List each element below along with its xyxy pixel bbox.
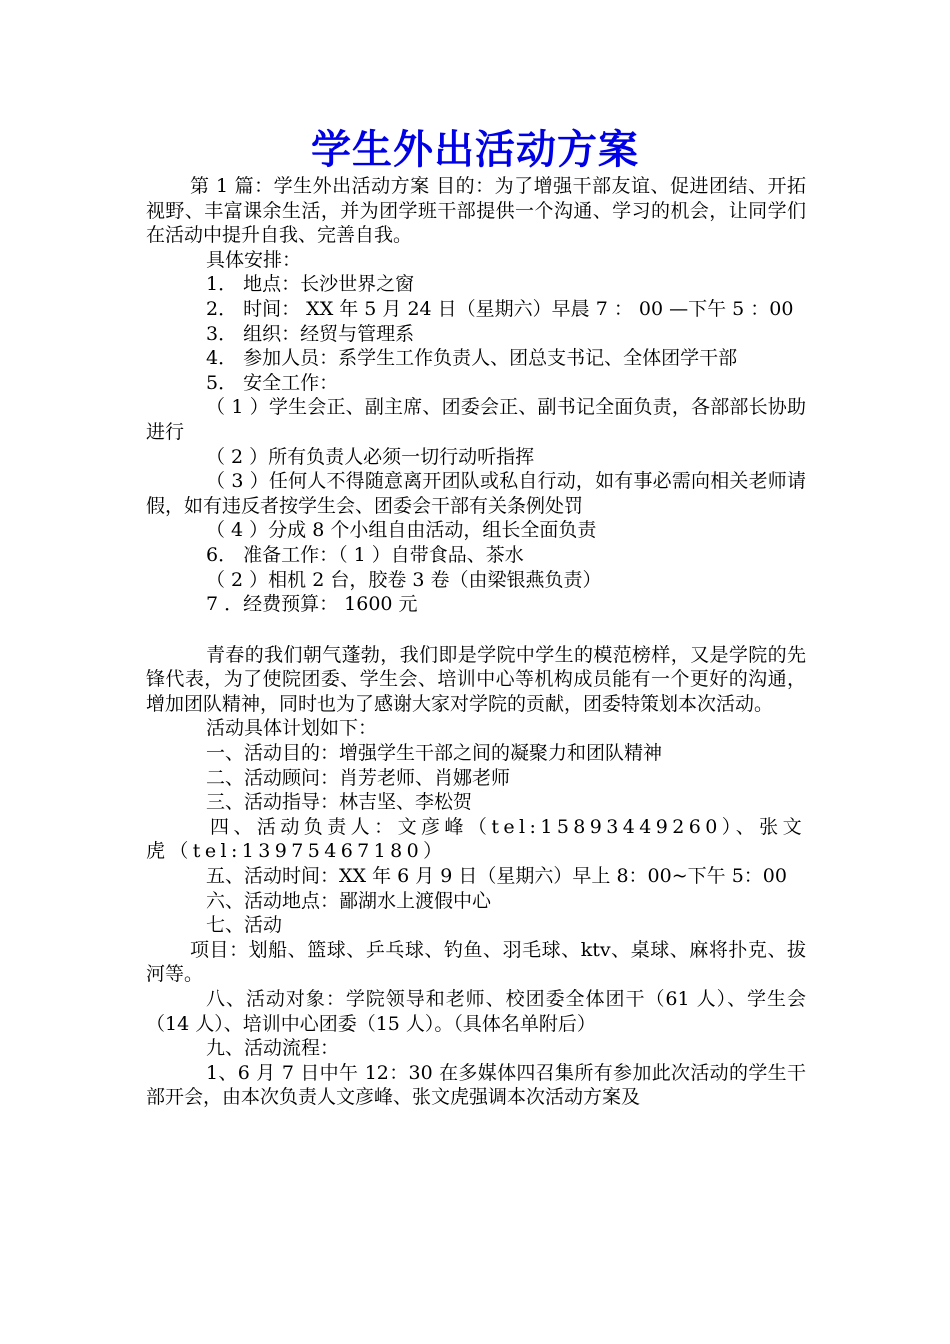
list-item: 七、活动 bbox=[206, 914, 283, 937]
paragraph: 第 1 篇：学生外出活动方案 目的：为了增强干部友谊、促进团结、开拓视野、丰富课余生活，并为团学班干部提供一个沟通、学习的机会，让同学们在活动中提升自我、完善自我。 bbox=[146, 175, 806, 247]
list-item: （ 3 ）任何人不得随意离开团队或私自行动，如有事必需向相关老师请假，如有违反者按学生会、团委会干部有关条例处罚 bbox=[146, 470, 806, 517]
list-item: 六、活动地点：鄙湖水上渡假中心 bbox=[206, 889, 492, 912]
paragraph: 活动具体计划如下： bbox=[206, 717, 378, 740]
list-item: 7 ．经费预算： 1600 元 bbox=[206, 593, 418, 616]
document-body bbox=[146, 174, 806, 1110]
paragraph: 青春的我们朝气蓬勃，我们即是学院中学生的模范榜样，又是学院的先锋代表，为了使院团委、学生会、培训中心等机构成员能有一个更好的沟通，增加团队精神，同时也为了感谢大家对学院的贡献，团委特策划本次活动。 bbox=[146, 643, 806, 715]
list-item: 三、活动指导：林吉坚、李松贺 bbox=[206, 791, 473, 814]
document-title: 学生外出活动方案 bbox=[311, 126, 639, 173]
list-item: 八、活动对象：学院领导和老师、校团委全体团干（61 人）、学生会（14 人）、培训中心团委（15 人）。（具体名单附后） bbox=[146, 988, 806, 1035]
list-item: 2． 时间： XX 年 5 月 24 日（星期六）早晨 7 ： 00 —下午 5 ：00 bbox=[206, 297, 794, 320]
list-item: 1、6 月 7 日中午 12：30 在多媒体四召集所有参加此次活动的学生干部开会，由本次负责人文彦峰、张文虎强调本次活动方案及 bbox=[146, 1061, 806, 1109]
list-item: 3． 组织：经贸与管理系 bbox=[206, 322, 415, 345]
list-item: 4． 参加人员：系学生工作负责人、团总支书记、全体团学干部 bbox=[206, 347, 738, 370]
paragraph-gap bbox=[146, 617, 806, 643]
list-item: 5． 安全工作： bbox=[206, 371, 339, 394]
list-item: 项目：划船、篮球、乒乓球、钓鱼、羽毛球、ktv、桌球、麻将扑克、拔河等。 bbox=[146, 938, 806, 986]
list-item: 五、活动时间：XX 年 6 月 9 日（星期六）早上 8：00~下午 5：00 bbox=[206, 865, 787, 888]
list-item: 1． 地点：长沙世界之窗 bbox=[206, 273, 415, 296]
list-item: 一、活动目的：增强学生干部之间的凝聚力和团队精神 bbox=[206, 742, 663, 765]
list-item: （ 2 ）所有负责人必须一切行动听指挥 bbox=[206, 445, 535, 468]
paragraph: 具体安排： bbox=[206, 248, 302, 271]
list-item: 6． 准备工作：（ 1 ）自带食品、茶水 bbox=[206, 543, 524, 566]
list-item: 二、活动顾问：肖芳老师、肖娜老师 bbox=[206, 766, 511, 789]
list-item: （ 4 ）分成 8 个小组自由活动，组长全面负责 bbox=[206, 519, 597, 542]
list-item: （ 1 ）学生会正、副主席、团委会正、副书记全面负责，各部部长协助进行 bbox=[146, 396, 806, 443]
list-item: （ 2 ）相机 2 台，胶卷 3 卷（由梁银燕负责） bbox=[206, 568, 602, 591]
list-item: 九、活动流程： bbox=[206, 1037, 340, 1060]
list-item: 四、活动负责人：文彦峰（tel:15893449260）、张文虎（tel:13975467180） bbox=[146, 815, 806, 863]
